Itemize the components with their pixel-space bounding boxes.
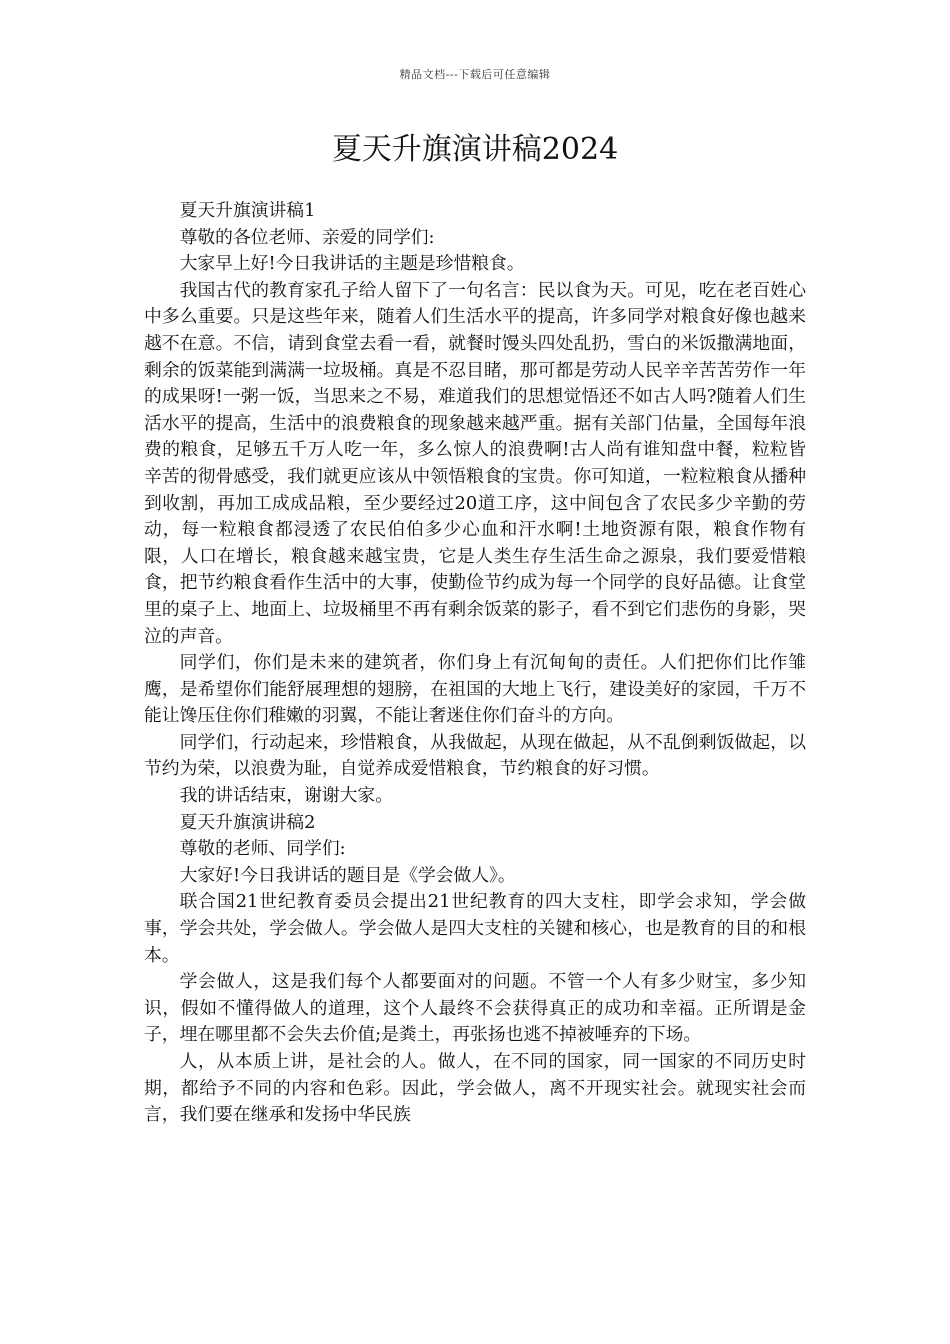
document-body xyxy=(144,198,806,1129)
closing-line-1: 我的讲话结束，谢谢大家。 xyxy=(179,785,393,807)
body-paragraph: 同学们，行动起来，珍惜粮食，从我做起，从现在做起，从不乱倒剩饭做起，以节约为荣，以浪费为耻，自觉养成爱惜粮食，节约粮食的好习惯。 xyxy=(144,731,806,780)
body-paragraph: 联合国21世纪教育委员会提出21世纪教育的四大支柱，即学会求知，学会做事，学会共处，学会做人。学会做人是四大支柱的关键和核心，也是教育的目的和根本。 xyxy=(144,891,806,966)
body-paragraph: 我国古代的教育家孔子给人留下了一句名言：民以食为天。可见，吃在老百姓心中多么重要。只是这些年来，随着人们生活水平的提高，许多同学对粮食好像也越来越不在意。不信，请到食堂去看一看，就餐时馒头四处乱扔，雪白的米饭撒满地面，剩余的饭菜能到满满一垃圾桶。真是不忍目睹，那可都是劳动人民辛辛苦苦劳作一年的成果呀!一粥一饭，当思来之不易，难道我们的思想觉悟还不如古人吗?随着人们生活水平的提高，生活中的浪费粮食的现象越来越严重。据有关部门估量，全国每年浪费的粮食，足够五千万人吃一年，多么惊人的浪费啊!古人尚有谁知盘中餐，粒粒皆辛苦的彻骨感受，我们就更应该从中领悟粮食的宝贵。你可知道，一粒粒粮食从播种到收割，再加工成成品粮，至少要经过20道工序，这中间包含了农民多少辛勤的劳动，每一粒粮食都浸透了农民伯伯多少心血和汗水啊!土地资源有限，粮食作物有限，人口在增长，粮食越来越宝贵，它是人类生存生活生命之源泉，我们要爱惜粮食，把节约粮食看作生活中的大事，使勤俭节约成为每一个同学的良好品德。让食堂里的桌子上、地面上、垃圾桶里不再有剩余饭菜的影子，看不到它们悲伤的身影，哭泣的声音。 xyxy=(144,279,806,647)
body-paragraph: 人，从本质上讲，是社会的人。做人，在不同的国家，同一国家的不同历史时期，都给予不同的内容和色彩。因此，学会做人，离不开现实社会。就现实社会而言，我们要在继承和发扬中华民族 xyxy=(144,1051,806,1126)
section-heading-1: 夏天升旗演讲稿1 xyxy=(179,200,316,221)
section-heading-2: 夏天升旗演讲稿2 xyxy=(179,811,316,833)
body-paragraph: 同学们，你们是未来的建筑者，你们身上有沉甸甸的责任。人们把你们比作雏鹰，是希望你们能舒展理想的翅膀，在祖国的大地上飞行，建设美好的家园，千万不能让馋压住你们稚嫩的羽翼，不能让奢迷住你们奋斗的方向。 xyxy=(144,652,806,727)
salutation-2: 尊敬的老师、同学们: xyxy=(179,838,346,860)
header-note: 精品文档---下载后可任意编辑 xyxy=(399,68,551,81)
greeting-1: 大家早上好!今日我讲话的主题是珍惜粮食。 xyxy=(179,253,525,275)
document-title: 夏天升旗演讲稿2024 xyxy=(331,132,619,167)
salutation-1: 尊敬的各位老师、亲爱的同学们: xyxy=(179,226,435,248)
greeting-2: 大家好!今日我讲话的题目是《学会做人》。 xyxy=(179,864,516,886)
body-paragraph: 学会做人，这是我们每个人都要面对的问题。不管一个人有多少财宝，多少知识，假如不懂得做人的道理，这个人最终不会获得真正的成功和幸福。正所谓是金子，埋在哪里都不会失去价值;是粪土，再张扬也逃不掉被唾弃的下场。 xyxy=(144,971,806,1046)
